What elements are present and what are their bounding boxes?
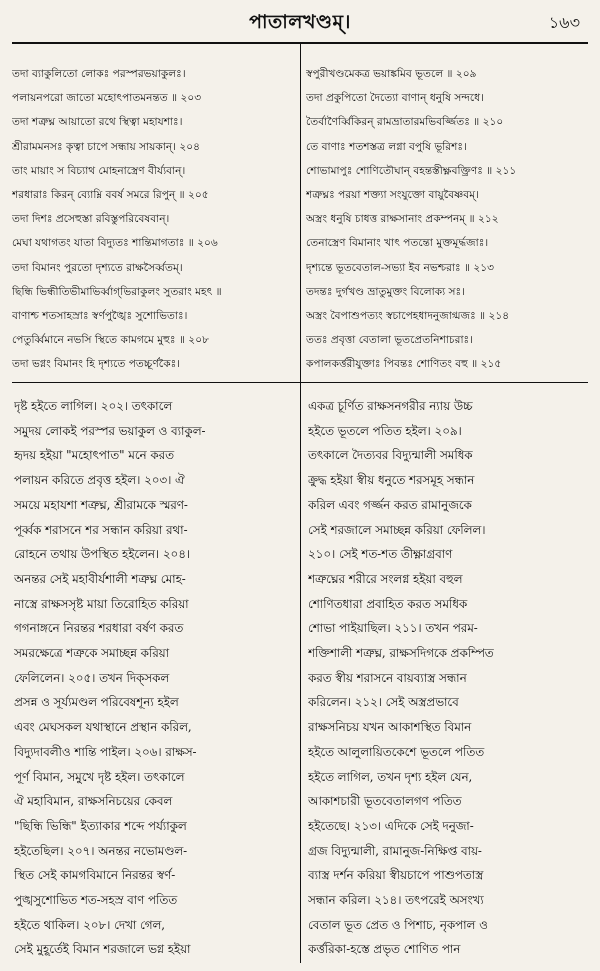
verse-line: পলায়নপরো জাতো মহোৎপাতমনন্তত ॥ ২০৩ <box>12 92 202 105</box>
translation-line: হৃদয় হইয়া "মহোৎপাত" মনে করত <box>14 448 174 463</box>
translation-line: ক্রুদ্ধ হইয়া স্বীয় ধনুতে শরসমূহ সন্ধান <box>308 473 475 488</box>
translation-line: শক্তিশালী শত্রুঘ্ন, রাক্ষসদিগকে প্রকম্পিত <box>308 646 494 661</box>
translation-line: আকাশচারী ভূতবেতালগণ পতিত <box>308 794 462 809</box>
verse-line: শরধারাঃ কিরন্‌ ব্যোম্নি ববর্ষ সমরে রিপুন্‌ ॥ ২০৫ <box>12 189 209 202</box>
translation-line: রাক্ষসনিচয় যখন আকাশস্থিত বিমান <box>308 720 472 735</box>
translation-line: ব্যাস্ত্র দর্শন করিয়া স্বীয়চাপে পাশুপতাস্ত্র <box>308 868 484 883</box>
translation-line: কর্ত্তরিকা-হস্তে প্রভৃত শোণিত পান <box>308 942 461 957</box>
verse-line: তদা দিশঃ প্রসেহুস্তা রবিস্তুপরিবেষবান্‌। <box>12 213 170 226</box>
translation-line: ঐ মহাবিমান, রাক্ষসনিচয়ের কেবল <box>14 794 173 809</box>
translation-line: সমুদয় লোকই পরস্পর ভয়াকুল ও ব্যাকুল- <box>14 423 206 438</box>
translation-line: "ছিন্ধি ভিন্ধি" ইত্যাকার শব্দে পর্য্যাকুল <box>14 818 187 833</box>
translation-line: রোহনে তথায় উপস্থিত হইলেন। ২০৪। <box>14 547 191 562</box>
translation-line: বেতাল ভূত প্রেত ও পিশাচ, নৃকপাল ও <box>308 917 488 932</box>
translation-line: শোভা পাইয়াছিল। ২১১। তখন পরম- <box>308 621 478 636</box>
page-number: ১৬৩ <box>548 13 580 32</box>
verse-line: অস্ত্রং বৈপাশুপত্যং স্বচাপেহধাদনুজাগ্মজঃ ॥ ২১৪ <box>306 310 510 323</box>
translation-line: পূর্ণ বিমান, সমুখে দৃষ্ট হইল। তৎকালে <box>14 769 185 784</box>
verse-line: তদা বিমানং পুরতো দৃশ্যতে রাক্ষসৈর্ব্বতম্‌। <box>12 261 183 274</box>
translation-line: তৎকালে দৈত্যবর বিদ্যুন্মালী সমধিক <box>308 448 473 463</box>
translation-line: পূর্ব্বক শরাসনে শর সন্ধান করিয়া রথা- <box>14 522 188 537</box>
verse-line: তদা ব্যাকুলিতো লোকঃ পরস্পরভয়াকুলঃ। <box>12 68 186 80</box>
translation-line: নাস্ত্রে রাক্ষসসৃষ্ট মায়া তিরোহিত করিয়া <box>14 596 189 611</box>
translation-line: সেই মুহূর্তেই বিমান শরজালে ভগ্ন হইয়া <box>14 942 191 957</box>
translation-line: বিদ্যুদাবলীও শান্তি পাইল। ২০৬। রাক্ষস- <box>14 744 197 759</box>
translation-line: সময়ে মহাযশা শত্রুঘ্ন, শ্রীরামকে স্মরণ- <box>14 497 188 512</box>
translation-line: সন্ধান করিল। ২১৪। তৎপরেই অসংখ্য <box>308 893 484 908</box>
translation-line: দৃষ্ট হইতে লাগিল। ২০২। তৎকালে <box>14 399 173 413</box>
sanskrit-verses-left-column <box>12 62 296 378</box>
verse-line: শ্রীরামমনসঃ কৃত্বা চাপে সন্ধায় সায়কান্‌। ২০৪ <box>12 140 201 153</box>
verse-line: তদা শত্রুঘ্ন আয়াতো রথে স্থিত্বা মহাযশাঃ। <box>12 116 183 129</box>
translation-line: একত্র চূর্ণিত রাক্ষসনগরীর ন্যায় উচ্চ <box>308 399 473 413</box>
verse-line: তাং মায়াং স বিচ্যাথ মোহনাস্ত্রেণ বীর্য্যবান্‌। <box>12 164 186 177</box>
translation-line: করিল এবং গর্জ্জন করত রামানুজকে <box>308 497 472 512</box>
sanskrit-verses-right-column <box>306 62 590 378</box>
verse-line: তদন্তঃ দুর্গখণ্ড ভ্রাতুমুক্তং বিলোক্য সঃ। <box>306 285 465 298</box>
translation-line: করিলেন। ২১২। সেই অস্ত্রপ্রভাবে <box>308 695 459 710</box>
verse-line: তদা ভগ্নং বিমানং হি দৃশ্যতে পতচ্চূর্ণকৈঃ। <box>12 358 181 371</box>
bengali-translation-left-column <box>14 394 296 962</box>
verse-line: তৈর্বাণৈর্ব্বিকিরন্‌ রামভ্রাতারমভিবর্জ্জিতঃ ॥ ২১০ <box>306 116 504 129</box>
translation-line: সমরক্ষেত্রে শত্রুকে সমাচ্ছন্ন করিয়া <box>14 646 170 661</box>
translation-line: করত স্বীয় শরাসনে বায়ব্যাস্ত্র সন্ধান <box>308 670 467 685</box>
verse-line: কপালকর্ত্তরীযুক্তাঃ পিবন্তঃ শোণিতং বহু ॥ ২১৫ <box>306 358 502 371</box>
section-divider <box>12 382 588 383</box>
translation-line: গ্রজ বিদ্যুন্মালী, রামানুজ-নিক্ষিপ্ত বায়- <box>308 843 482 858</box>
verse-line: স্বপুরীখণ্ডমেকত্র ভয়াঙ্কমিব ভূতলে ॥ ২০৯ <box>306 68 477 80</box>
verse-line: অস্ত্রং ধনুষি চাধত্ত রাক্ষসানাং প্রকম্পনম্‌ ॥ ২১২ <box>306 213 499 226</box>
verse-line: তদা প্রকুপিতো দৈত্যো বাণান্‌ ধনুষি সন্দধে। <box>306 92 484 105</box>
translation-line: হইতে ভূতলে পতিত হইল। ২০৯। <box>308 423 462 438</box>
translation-line: প্রসন্ন ও সূর্য্যমণ্ডল পরিবেষশূন্য হইল <box>14 695 179 710</box>
translation-line: অনন্তর সেই মহাবীর্যশালী শত্রুঘ্ন মোহ- <box>14 571 186 586</box>
verse-line: তেনাস্ত্রেণ বিমানাং খাৎ পতন্তো মুক্তমূর্দ্ধজাঃ। <box>306 237 489 250</box>
translation-line: শোণিতধারা প্রবাহিত করত সমধিক <box>308 596 468 611</box>
translation-line: হইতে থাকিল। ২০৮। দেখা গেল, <box>14 917 166 932</box>
translation-line: পলায়ন করিতে প্রবৃত্ত হইল। ২০৩। ঐ <box>14 473 185 488</box>
verse-line: ছিন্ধি ভিন্ধীতিভীমাভির্ব্বাগ্‌ভিরাকুলং সুতরাং মহৎ ॥ <box>12 285 222 298</box>
verse-line: তে বাণাঃ শতশস্তত্র লগ্না বপুষি ভূরিশঃ। <box>306 140 467 153</box>
verse-line: ততঃ প্রবৃত্তা বেতালা ভূতপ্রেতনিশাচরাঃ। <box>306 334 473 347</box>
translation-line: স্থিত সেই কামগবিমানে নিরন্তর স্বর্ণ- <box>14 868 176 883</box>
verse-line: শত্রুঘ্নঃ পরয়া শক্ত্যা সংযুক্তো বায়ুবৈষ্ণবম্‌। <box>306 189 479 202</box>
translation-line: ২১০। সেই শত-শত তীক্ষ্ণাগ্রবাণ <box>308 547 453 562</box>
translation-line: সেই শরজালে সমাচ্ছন্ন করিয়া ফেলিল। <box>308 522 486 537</box>
translation-line: গগনাঙ্গনে নিরন্তর শরধারা বর্ষণ করত <box>14 621 184 636</box>
verse-line: শোভামাপুঃ শোণিতৌঘান্‌ বহন্তস্তীক্ষ্ণবক্ত্রিণঃ ॥ ২১১ <box>306 164 517 177</box>
verse-line: দৃশ্যন্তে ভূতবেতাল-সভ্যা ইব নভশ্চরাঃ ॥ ২১৩ <box>306 261 495 274</box>
translation-line: এবং মেঘসকল যথাস্থানে প্রস্থান করিল, <box>14 720 192 735</box>
page-header <box>0 4 600 40</box>
translation-line: পুঙ্খসুশোভিত শত-সহস্র বাণ পতিত <box>14 893 178 908</box>
verse-line: মেঘা যথাগতং যাতা বিদ্যুতঃ শান্তিমাগতাঃ ॥ ২০৬ <box>12 237 218 250</box>
translation-line: হইতে লাগিল, তখন দৃশ্য হইল যেন, <box>308 769 473 784</box>
translation-line: হইতে আলুলায়িতকেশে ভূতলে পতিত <box>308 744 485 759</box>
verse-line: বাণাশ্চ শতসাহস্রাঃ স্বর্ণপুঙ্খৈঃ সুশোভিতাঃ। <box>12 310 188 323</box>
translation-line: হইতেছে। ২১৩। এদিকে সেই দনুজা- <box>308 818 474 833</box>
bengali-translation-right-column <box>308 394 590 962</box>
page-title: পাতালখণ্ডম্‌। <box>249 11 351 33</box>
translation-line: ফেলিলেন। ২০৫। তখন দিক্‌সকল <box>14 670 170 685</box>
verse-line: পেতুর্ব্বিমানে নভসি স্থিতে কামগমে মুহুঃ ॥ ২০৮ <box>12 334 209 347</box>
translation-line: হইতেছিল। ২০৭। অনন্তর নভোমণ্ডল- <box>14 843 188 858</box>
column-divider <box>300 42 301 963</box>
translation-line: শত্রুঘ্নের শরীরে সংলগ্ন হইয়া বহুল <box>308 571 463 586</box>
